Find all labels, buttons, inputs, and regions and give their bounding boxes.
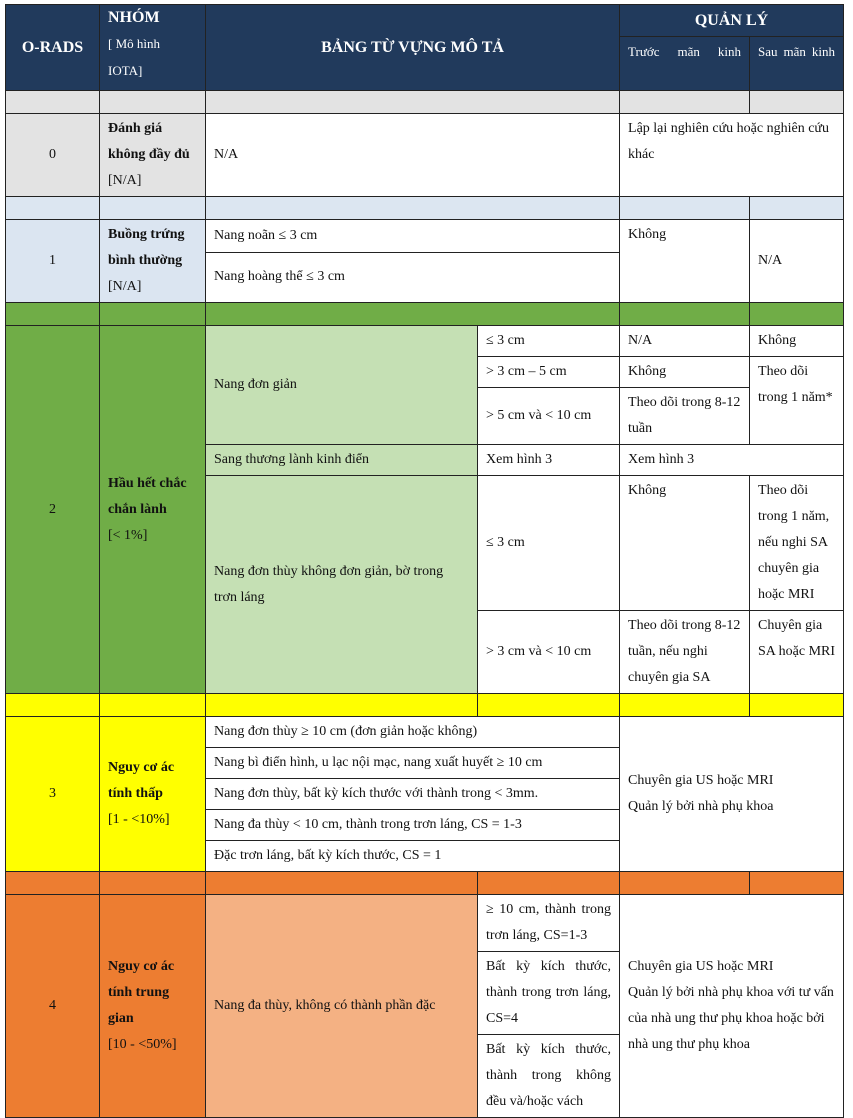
orads-2-classic-lesion: Sang thương lành kinh điển bbox=[206, 445, 478, 476]
orads-2-simple-cyst: Nang đơn giản bbox=[206, 326, 478, 445]
orads-1-group-risk: [N/A] bbox=[108, 279, 142, 294]
header-group-title: NHÓM bbox=[108, 9, 160, 26]
header-premenopause: Trước mãn kinh bbox=[620, 37, 750, 91]
orads-2-unilocular-size-2: > 3 cm và < 10 cm bbox=[478, 611, 620, 694]
orads-4-management bbox=[620, 895, 844, 1118]
orads-1-vocab-corpus-luteum: Nang hoàng thể ≤ 3 cm bbox=[206, 252, 620, 302]
orads-1-group bbox=[100, 220, 206, 303]
header-group bbox=[100, 5, 206, 91]
orads-1-vocab-follicle: Nang noãn ≤ 3 cm bbox=[206, 220, 620, 253]
orads-0-group-risk: [N/A] bbox=[108, 173, 142, 188]
orads-1-post: N/A bbox=[750, 220, 844, 303]
orads-3-group-title: Nguy cơ ác tính thấp bbox=[108, 760, 175, 801]
orads-4-management-2: Quản lý bởi nhà phụ khoa với tư vấn của nhà ung thư phụ khoa hoặc bởi nhà ung thư phụ khoa bbox=[628, 985, 834, 1052]
header-orads: O-RADS bbox=[6, 5, 100, 91]
orads-0-management: Lập lại nghiên cứu hoặc nghiên cứu khác bbox=[620, 114, 844, 197]
orads-3-item-1: Nang đơn thùy ≥ 10 cm (đơn giản hoặc không) bbox=[206, 717, 620, 748]
orads-4-sub-1: ≥ 10 cm, thành trong trơn láng, CS=1-3 bbox=[478, 895, 620, 952]
orads-4-group-title: Nguy cơ ác tính trung gian bbox=[108, 959, 175, 1026]
orads-2-simple-size-3: > 5 cm và < 10 cm bbox=[478, 388, 620, 445]
orads-1-group-title: Buồng trứng bình thường bbox=[108, 227, 185, 268]
orads-2-unilocular: Nang đơn thùy không đơn giản, bờ trong trơn láng bbox=[206, 476, 478, 694]
orads-3-group-risk: [1 - <10%] bbox=[108, 812, 170, 827]
header-postmenopause: Sau mãn kinh bbox=[750, 37, 844, 91]
orads-2-simple-post-1: Không bbox=[750, 326, 844, 357]
orads-4-group bbox=[100, 895, 206, 1118]
orads-4-sub-3: Bất kỳ kích thước, thành trong không đều và/hoặc vách bbox=[478, 1035, 620, 1118]
orads-3-number: 3 bbox=[6, 717, 100, 872]
orads-2-unilocular-post-2: Chuyên gia SA hoặc MRI bbox=[750, 611, 844, 694]
orads-0-number: 0 bbox=[6, 114, 100, 197]
orads-3-item-2: Nang bì điển hình, u lạc nội mạc, nang xuất huyết ≥ 10 cm bbox=[206, 748, 620, 779]
orads-table bbox=[5, 4, 844, 1118]
header-management: QUẢN LÝ bbox=[620, 5, 844, 37]
orads-2-unilocular-size-1: ≤ 3 cm bbox=[478, 476, 620, 611]
orads-3-item-5: Đặc trơn láng, bất kỳ kích thước, CS = 1 bbox=[206, 841, 620, 872]
orads-3-management bbox=[620, 717, 844, 872]
orads-2-group-risk: [< 1%] bbox=[108, 527, 148, 543]
orads-1-number: 1 bbox=[6, 220, 100, 303]
orads-2-simple-pre-1: N/A bbox=[620, 326, 750, 357]
orads-2-unilocular-post-1: Theo dõi trong 1 năm, nếu nghi SA chuyên gia hoặc MRI bbox=[750, 476, 844, 611]
orads-3-item-3: Nang đơn thùy, bất kỳ kích thước với thành trong < 3mm. bbox=[206, 779, 620, 810]
orads-2-simple-pre-3: Theo dõi trong 8-12 tuần bbox=[620, 388, 750, 445]
orads-0-group-title: Đánh giá không đầy đủ bbox=[108, 121, 190, 162]
header-vocab: BẢNG TỪ VỰNG MÔ TẢ bbox=[206, 5, 620, 91]
orads-2-simple-pre-2: Không bbox=[620, 357, 750, 388]
orads-2-simple-size-1: ≤ 3 cm bbox=[478, 326, 620, 357]
orads-2-simple-post-2: Theo dõi trong 1 năm* bbox=[750, 357, 844, 445]
header-group-sub: [ Mô hình IOTA] bbox=[108, 36, 160, 78]
orads-2-classic-see: Xem hình 3 bbox=[478, 445, 620, 476]
orads-3-management-1: Chuyên gia US hoặc MRI bbox=[628, 773, 774, 788]
orads-3-group bbox=[100, 717, 206, 872]
orads-2-number: 2 bbox=[6, 326, 100, 694]
orads-4-sub-2: Bất kỳ kích thước, thành trong trơn láng, CS=4 bbox=[478, 952, 620, 1035]
orads-4-vocab: Nang đa thùy, không có thành phần đặc bbox=[206, 895, 478, 1118]
orads-4-management-1: Chuyên gia US hoặc MRI bbox=[628, 959, 774, 974]
orads-4-group-risk: [10 - <50%] bbox=[108, 1037, 177, 1052]
orads-2-classic-management: Xem hình 3 bbox=[620, 445, 844, 476]
orads-2-group-title: Hầu hết chắc chắn lành bbox=[108, 475, 187, 517]
orads-1-pre: Không bbox=[620, 220, 750, 303]
orads-2-unilocular-pre-1: Không bbox=[620, 476, 750, 611]
orads-3-item-4: Nang đa thùy < 10 cm, thành trong trơn láng, CS = 1-3 bbox=[206, 810, 620, 841]
orads-0-vocab: N/A bbox=[206, 114, 620, 197]
orads-2-simple-size-2: > 3 cm – 5 cm bbox=[478, 357, 620, 388]
orads-2-group bbox=[100, 326, 206, 694]
orads-3-management-2: Quản lý bởi nhà phụ khoa bbox=[628, 799, 774, 814]
orads-0-group bbox=[100, 114, 206, 197]
orads-2-unilocular-pre-2: Theo dõi trong 8-12 tuần, nếu nghi chuyên gia SA bbox=[620, 611, 750, 694]
orads-4-number: 4 bbox=[6, 895, 100, 1118]
